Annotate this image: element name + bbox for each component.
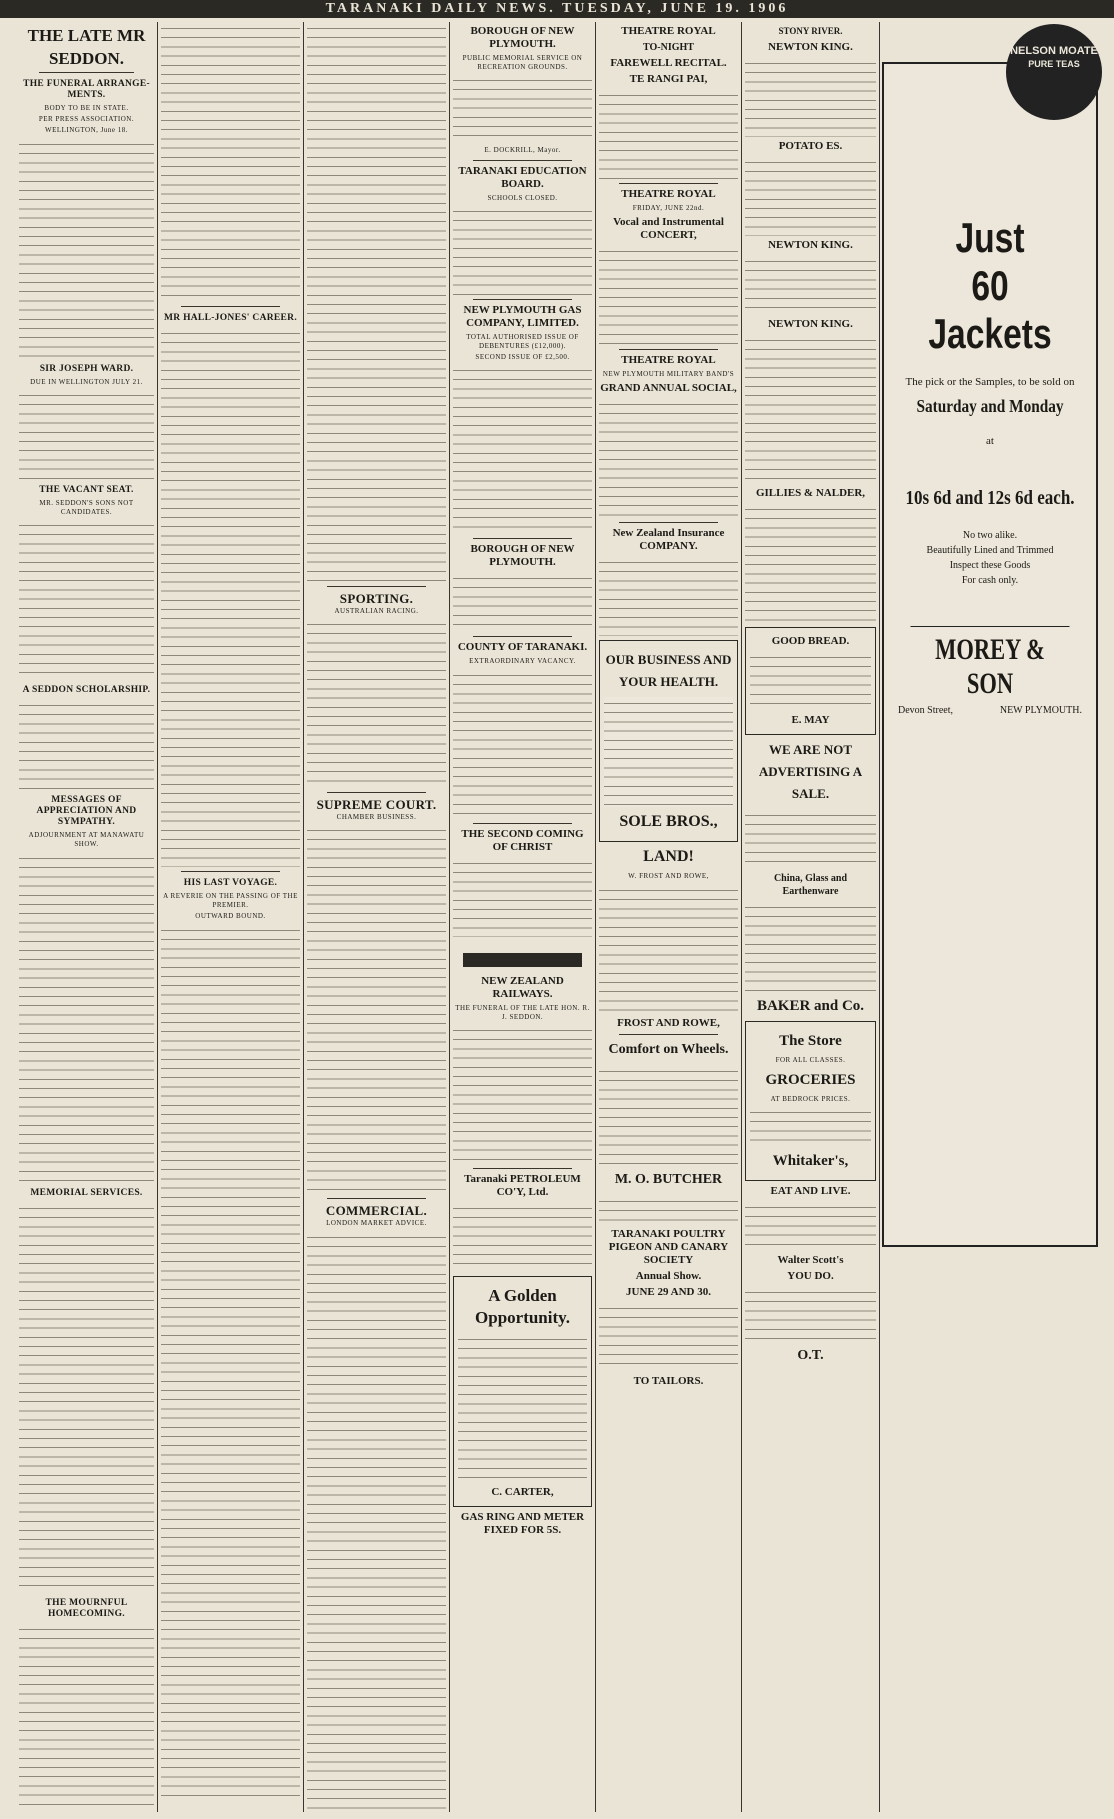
ad-text bbox=[745, 809, 876, 869]
section-heading: MEMORIAL SERVICES. bbox=[30, 1187, 143, 1198]
ad-text: No two alike. bbox=[962, 530, 1018, 541]
ad-subheading: SECOND ISSUE OF £2,500. bbox=[475, 353, 570, 362]
ad-heading: BAKER and Co. bbox=[756, 998, 865, 1014]
ad-subheading: AT BEDROCK PRICES. bbox=[770, 1095, 851, 1104]
ad-text bbox=[750, 651, 871, 711]
ad-heading: THE SECOND COMING OF CHRIST bbox=[461, 827, 584, 853]
ad-heading: NEW PLYMOUTH GAS COMPANY, LIMITED. bbox=[463, 303, 582, 329]
ad-subheading: NEW PLYMOUTH MILITARY BAND'S bbox=[602, 370, 735, 379]
ad-address bbox=[898, 705, 1082, 716]
subheading: OUTWARD BOUND. bbox=[195, 912, 266, 921]
ad-title-jackets: Jackets bbox=[928, 310, 1052, 357]
ad-heading: THEATRE ROYAL bbox=[621, 188, 716, 200]
ad-text bbox=[453, 74, 592, 144]
ad-heading: EAT AND LIVE. bbox=[770, 1185, 851, 1198]
ad-brand: MOREY & SON bbox=[911, 626, 1070, 701]
section-heading: SIR JOSEPH WARD. bbox=[39, 363, 134, 374]
column-3 bbox=[304, 22, 449, 1812]
ad-price: 10s 6d and 12s 6d each. bbox=[905, 487, 1075, 509]
subheading: CHAMBER BUSINESS. bbox=[336, 813, 417, 822]
ad-heading: BOROUGH OF NEW PLYMOUTH. bbox=[470, 25, 575, 50]
ad-subheading: JUNE 29 AND 30. bbox=[626, 1285, 711, 1298]
ad-heading: POTATO ES. bbox=[778, 140, 843, 152]
ad-title-60: 60 bbox=[971, 262, 1009, 309]
section-heading: THE MOURNFUL HOMECOMING. bbox=[45, 1597, 128, 1619]
ad-subheading: EXTRAORDINARY VACANCY. bbox=[469, 657, 576, 666]
section-heading: MR HALL-JONES' CAREER. bbox=[163, 313, 297, 323]
headline: SEDDON. bbox=[48, 49, 125, 68]
ad-text bbox=[599, 1065, 738, 1165]
ad-text bbox=[599, 398, 738, 518]
subheading: BODY TO BE IN STATE. bbox=[44, 104, 129, 112]
ad-heading: Comfort on Wheels. bbox=[608, 1041, 729, 1057]
article-text bbox=[19, 699, 154, 789]
ad-heading: GRAND ANNUAL SOCIAL, bbox=[600, 382, 737, 395]
ad-text: at bbox=[986, 435, 994, 447]
ad-text bbox=[745, 1286, 876, 1346]
ad-heading: TE RANGI PAI, bbox=[629, 73, 708, 85]
ad-heading: BOROUGH OF NEW PLYMOUTH. bbox=[470, 543, 575, 569]
column-5 bbox=[596, 22, 741, 1812]
article-text bbox=[161, 327, 300, 867]
ad-heading: Walter Scott's bbox=[777, 1254, 844, 1267]
ad-text: The pick or the Samples, to be sold on bbox=[905, 376, 1075, 388]
ad-text bbox=[745, 1201, 876, 1251]
column-rule bbox=[879, 22, 880, 1812]
section-heading: THE FUNERAL ARRANGE- MENTS. bbox=[23, 79, 150, 100]
ad-subheading: FRIDAY, JUNE 22nd. bbox=[632, 204, 705, 212]
ad-text bbox=[599, 556, 738, 636]
ad-text: Saturday and Monday bbox=[916, 396, 1064, 416]
ad-heading: New Zealand Insurance COMPANY. bbox=[612, 527, 725, 553]
ad-heading: GOOD BREAD. bbox=[771, 635, 850, 647]
ad-text bbox=[604, 697, 733, 807]
ad-heading: China, Glass and Earthenware bbox=[773, 873, 848, 897]
column-6 bbox=[742, 22, 879, 1812]
train-illustration bbox=[463, 941, 582, 971]
ad-text bbox=[453, 1202, 592, 1272]
article-text bbox=[19, 1202, 154, 1592]
ad-heading: TO TAILORS. bbox=[633, 1374, 704, 1387]
seal-logo bbox=[1006, 24, 1102, 120]
ad-heading: NEW ZEALAND RAILWAYS. bbox=[481, 974, 564, 1000]
town: NEW PLYMOUTH. bbox=[999, 705, 1082, 716]
ad-heading: TARANAKI EDUCATION BOARD. bbox=[458, 164, 587, 190]
ad-subheading: W. FROST AND ROWE, bbox=[628, 872, 709, 881]
dateline: WELLINGTON, June 18. bbox=[45, 126, 128, 135]
ad-heading: NEWTON KING. bbox=[768, 41, 853, 53]
ad-heading: LAND! bbox=[643, 848, 694, 866]
seal-subtext: PURE TEAS bbox=[1028, 59, 1080, 69]
ad-heading: A Golden Opportunity. bbox=[475, 1286, 570, 1328]
ad-text bbox=[745, 156, 876, 236]
ad-heading: NEWTON KING. bbox=[768, 318, 853, 330]
subheading: AUSTRALIAN RACING. bbox=[334, 607, 419, 615]
ad-text bbox=[745, 57, 876, 137]
ad-subheading: TOTAL AUTHORISED ISSUE OF DEBENTURES (£12,000). bbox=[466, 332, 579, 351]
subheading: MR. SEDDON'S SONS NOT CANDIDATES. bbox=[39, 498, 134, 517]
ad-text bbox=[453, 669, 592, 819]
ad-heading: GILLIES & NALDER, bbox=[755, 487, 866, 499]
ad-text bbox=[745, 255, 876, 315]
column-2 bbox=[158, 22, 303, 1812]
section-heading: SPORTING. bbox=[339, 591, 414, 606]
ad-text bbox=[453, 857, 592, 937]
ad-signature: E. DOCKRILL, Mayor. bbox=[484, 146, 561, 155]
ad-text bbox=[599, 89, 738, 179]
ad-text bbox=[453, 205, 592, 295]
ad-heading: WE ARE NOT ADVERTISING A SALE. bbox=[758, 742, 863, 801]
ad-text: Inspect these Goods bbox=[949, 560, 1031, 571]
ad-text bbox=[453, 1024, 592, 1164]
article-text bbox=[19, 138, 154, 358]
ad-text bbox=[599, 1195, 738, 1225]
ad-text: For cash only. bbox=[961, 575, 1019, 586]
article-text bbox=[307, 22, 446, 582]
ad-text bbox=[745, 503, 876, 623]
ad-heading: Taranaki PETROLEUM CO'Y, Ltd. bbox=[464, 1173, 581, 1199]
column-1 bbox=[16, 22, 157, 1812]
ad-heading: COUNTY OF TARANAKI. bbox=[457, 641, 588, 654]
ad-subheading: PUBLIC MEMORIAL SERVICE ON RECREATION GROUNDS. bbox=[462, 54, 583, 72]
ad-subheading: FOR ALL CLASSES. bbox=[775, 1056, 846, 1064]
jackets-ad bbox=[882, 62, 1098, 1247]
section-heading: COMMERCIAL. bbox=[325, 1203, 428, 1219]
ad-text bbox=[453, 364, 592, 534]
subheading: LONDON MARKET ADVICE. bbox=[326, 1219, 427, 1228]
ad-text bbox=[458, 1333, 587, 1483]
ad-subheading: SCHOOLS CLOSED. bbox=[487, 193, 558, 202]
ad-subheading: THE FUNERAL OF THE LATE HON. R. J. SEDDON. bbox=[455, 1003, 590, 1021]
ad-heading: O.T. bbox=[797, 1348, 824, 1364]
ad-heading: THEATRE ROYAL bbox=[621, 354, 716, 367]
ad-heading: STONY RIVER. bbox=[778, 26, 843, 36]
article-text bbox=[19, 1623, 154, 1812]
ad-heading: FAREWELL RECITAL. bbox=[610, 57, 727, 69]
ad-heading: SOLE BROS., bbox=[619, 813, 718, 831]
ad-text bbox=[599, 1302, 738, 1372]
ad-title-just: Just bbox=[955, 214, 1025, 261]
ad-heading: Whitaker's, bbox=[772, 1153, 849, 1170]
ad-text bbox=[750, 1106, 871, 1146]
seal-text: NELSON MOATE bbox=[1010, 45, 1098, 57]
article-text bbox=[307, 618, 446, 788]
article-text bbox=[161, 22, 300, 302]
article-text bbox=[19, 519, 154, 679]
ad-subheading: TO-NIGHT bbox=[643, 42, 694, 53]
ad-heading: TARANAKI POULTRY PIGEON AND CANARY SOCIETY bbox=[608, 1227, 729, 1266]
article-text bbox=[307, 824, 446, 1194]
section-heading: MESSAGES OF APPRECIATION AND SYMPATHY. bbox=[36, 795, 137, 828]
headline: THE LATE MR bbox=[27, 26, 146, 45]
ad-text: Beautifully Lined and Trimmed bbox=[926, 545, 1054, 556]
article-text bbox=[161, 924, 300, 1804]
ad-heading: Vocal and Instrumental CONCERT, bbox=[613, 216, 724, 242]
subheading: DUE IN WELLINGTON JULY 21. bbox=[30, 377, 143, 386]
ad-heading: OUR BUSINESS AND YOUR HEALTH. bbox=[605, 652, 732, 690]
section-heading: HIS LAST VOYAGE. bbox=[183, 878, 278, 888]
ad-heading: THEATRE ROYAL bbox=[621, 25, 716, 37]
ad-heading: GAS RING AND METER FIXED FOR 5S. bbox=[460, 1511, 585, 1537]
ad-subheading: Annual Show. bbox=[635, 1269, 702, 1282]
nelson-moate-ad bbox=[1000, 20, 1108, 124]
ad-heading: FROST AND ROWE, bbox=[617, 1016, 720, 1029]
ad-text bbox=[599, 245, 738, 345]
ad-heading: NEWTON KING. bbox=[768, 239, 853, 251]
press-line: PER PRESS ASSOCIATION. bbox=[38, 115, 135, 124]
ad-heading: M. O. BUTCHER bbox=[614, 1171, 723, 1187]
ad-signature: C. CARTER, bbox=[491, 1486, 554, 1499]
section-heading: A SEDDON SCHOLARSHIP. bbox=[22, 685, 151, 696]
ad-heading: YOU DO. bbox=[787, 1270, 834, 1283]
masthead: TARANAKI DAILY NEWS. TUESDAY, JUNE 19. 1906 bbox=[0, 0, 1114, 18]
ad-text bbox=[599, 884, 738, 1014]
subheading: A REVERIE ON THE PASSING OF THE PREMIER. bbox=[163, 892, 298, 910]
street: Devon Street, bbox=[898, 705, 953, 716]
newspaper-page bbox=[16, 22, 1098, 1812]
ad-text bbox=[745, 901, 876, 991]
section-heading: SUPREME COURT. bbox=[316, 797, 437, 813]
subheading: ADJOURNMENT AT MANAWATU SHOW. bbox=[28, 831, 145, 849]
ad-heading: GROCERIES bbox=[765, 1072, 856, 1089]
ad-signature: E. MAY bbox=[791, 714, 830, 726]
article-text bbox=[307, 1231, 446, 1811]
column-4 bbox=[450, 22, 595, 1812]
ad-text bbox=[453, 572, 592, 632]
article-text bbox=[19, 389, 154, 479]
section-heading: THE VACANT SEAT. bbox=[39, 484, 134, 495]
article-text bbox=[19, 852, 154, 1182]
right-ads bbox=[882, 62, 1098, 1819]
ad-text bbox=[745, 334, 876, 484]
ad-heading: The Store bbox=[779, 1033, 842, 1049]
